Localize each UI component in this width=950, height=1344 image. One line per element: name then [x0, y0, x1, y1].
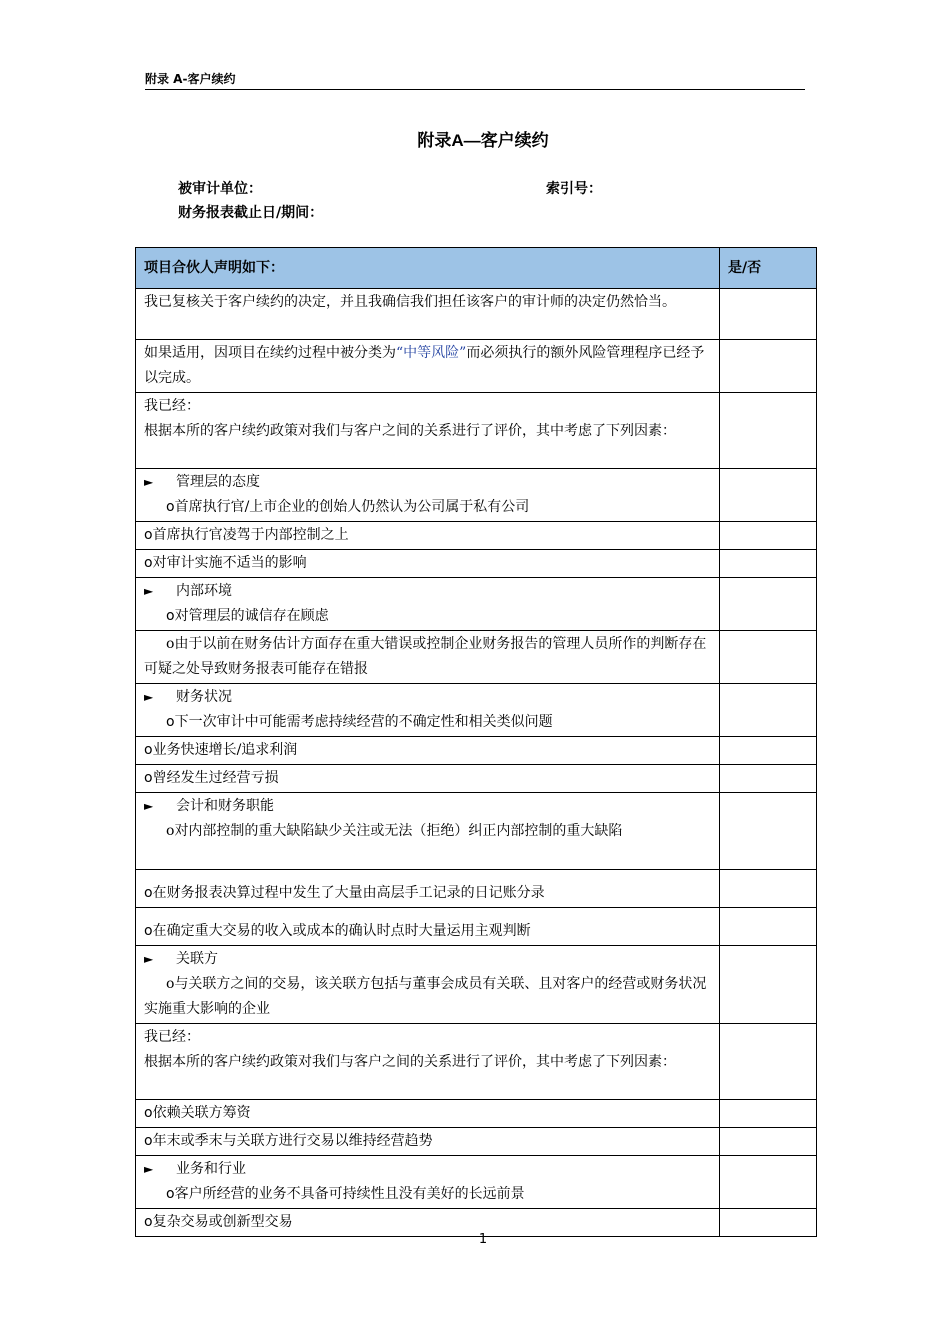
table-row	[136, 631, 817, 684]
group-title	[144, 947, 711, 972]
circle-bullet-icon: o	[144, 1105, 153, 1121]
statement-cell: 我已复核关于客户续约的决定，并且我确信我们担任该客户的审计师的决定仍然恰当。	[136, 289, 720, 340]
table-row	[136, 737, 817, 765]
bullet-icon: ►	[144, 690, 154, 704]
circle-bullet-icon: o	[166, 976, 175, 992]
circle-bullet-icon: o	[166, 1186, 175, 1202]
table-row	[136, 393, 817, 469]
table-row	[136, 946, 817, 1024]
circle-bullet-icon: o	[144, 923, 153, 939]
table-row	[136, 469, 817, 522]
statement-cell	[136, 684, 720, 737]
item-text: 客户所经营的业务不具备可持续性且没有美好的长远前景	[174, 1186, 525, 1202]
circle-bullet-icon: o	[144, 1133, 153, 1149]
risk-text: 而必须执行的额外风险管理程序已经予以完成。	[144, 345, 705, 386]
item-text: 依赖关联方筹资	[152, 1105, 251, 1121]
group-title	[144, 470, 711, 495]
list-item	[144, 604, 711, 629]
answer-cell[interactable]	[720, 1100, 817, 1128]
circle-bullet-icon: o	[144, 527, 153, 543]
answer-cell[interactable]	[720, 946, 817, 1024]
table-header-row	[136, 248, 817, 289]
answer-cell[interactable]	[720, 793, 817, 870]
list-item	[144, 1182, 711, 1207]
period-label: 财务报表截止日/期间：	[178, 205, 324, 221]
circle-bullet-icon: o	[144, 770, 153, 786]
item-text: 首席执行官凌驾于内部控制之上	[152, 527, 349, 543]
list-item	[144, 710, 711, 735]
item-text: 对内部控制的重大缺陷缺少关注或无法（拒绝）纠正内部控制的重大缺陷	[174, 823, 623, 839]
bullet-icon: ►	[144, 1162, 154, 1176]
risk-highlight: “中等风险”	[396, 345, 467, 361]
statement-cell	[136, 631, 720, 684]
group-title-text: 关联方	[176, 951, 218, 967]
statement-cell	[136, 1156, 720, 1209]
item-text: 下一次审计中可能需考虑持续经营的不确定性和相关类似问题	[174, 714, 553, 730]
table-row	[136, 1024, 817, 1100]
page-title: 附录A—客户续约	[417, 131, 549, 150]
answer-cell[interactable]	[720, 684, 817, 737]
item-text: 对审计实施不适当的影响	[152, 555, 307, 571]
statement-cell	[136, 578, 720, 631]
circle-bullet-icon: o	[166, 714, 175, 730]
answer-cell[interactable]	[720, 522, 817, 550]
statement-cell	[136, 946, 720, 1024]
item-text: 在确定重大交易的收入或成本的确认时点时大量运用主观判断	[152, 923, 531, 939]
bullet-icon: ►	[144, 952, 154, 966]
running-header: 附录 A-客户续约	[145, 70, 805, 90]
table-row	[136, 684, 817, 737]
table-row	[136, 340, 817, 393]
group-title-text: 内部环境	[176, 583, 232, 599]
done-label: 我已经：	[144, 1029, 200, 1045]
statement-cell	[136, 1100, 720, 1128]
answer-cell[interactable]	[720, 578, 817, 631]
group-title	[144, 579, 711, 604]
statement-cell	[136, 765, 720, 793]
bullet-icon: ►	[144, 799, 154, 813]
statement-cell	[136, 1024, 720, 1100]
index-number-label: 索引号：	[546, 181, 602, 197]
table-row	[136, 870, 817, 908]
statement-cell	[136, 393, 720, 469]
page-number: 1	[478, 1232, 488, 1247]
evaluation-text: 根据本所的客户续约政策对我们与客户之间的关系进行了评价，其中考虑了下列因素：	[144, 423, 676, 439]
item-text: 由于以前在财务估计方面存在重大错误或控制企业财务报告的管理人员所作的判断存在可疑之处导致财务报表可能存在错报	[144, 636, 707, 677]
item-text: 对管理层的诚信存在顾虑	[174, 608, 329, 624]
group-title	[144, 794, 711, 819]
group-title-text: 业务和行业	[176, 1161, 246, 1177]
table-row	[136, 578, 817, 631]
table-row	[136, 765, 817, 793]
group-title	[144, 1157, 711, 1182]
circle-bullet-icon: o	[166, 499, 175, 515]
risk-text: 如果适用，因项目在续约过程中被分类为	[144, 345, 396, 361]
item-text: 曾经发生过经营亏损	[152, 770, 279, 786]
renewal-checklist-table	[135, 247, 817, 1237]
table-row	[136, 793, 817, 870]
circle-bullet-icon: o	[166, 608, 175, 624]
answer-cell[interactable]	[720, 1128, 817, 1156]
statement-cell	[136, 550, 720, 578]
answer-cell[interactable]	[720, 1156, 817, 1209]
item-text: 复杂交易或创新型交易	[152, 1214, 293, 1230]
statement-cell	[136, 737, 720, 765]
list-item	[144, 972, 711, 1022]
evaluation-text: 根据本所的客户续约政策对我们与客户之间的关系进行了评价，其中考虑了下列因素：	[144, 1054, 676, 1070]
group-title-text: 管理层的态度	[176, 474, 260, 490]
list-item	[144, 495, 711, 520]
group-title	[144, 685, 711, 710]
statement-cell	[136, 793, 720, 870]
bullet-icon: ►	[144, 475, 154, 489]
statement-cell	[136, 908, 720, 946]
item-text: 与关联方之间的交易，该关联方包括与董事会成员有关联、且对客户的经营或财务状况实施重大影响的企业	[144, 976, 707, 1017]
circle-bullet-icon: o	[144, 1214, 153, 1230]
table-row	[136, 289, 817, 340]
table-row	[136, 550, 817, 578]
statement-column-header: 项目合伙人声明如下：	[136, 248, 720, 289]
bullet-icon: ►	[144, 584, 154, 598]
audited-unit-label: 被审计单位：	[178, 181, 262, 197]
answer-cell[interactable]	[720, 1024, 817, 1100]
done-label: 我已经：	[144, 398, 200, 414]
answer-cell[interactable]	[720, 631, 817, 684]
item-text: 业务快速增长/追求利润	[152, 742, 298, 758]
statement-cell	[136, 340, 720, 393]
circle-bullet-icon: o	[144, 555, 153, 571]
item-text: 首席执行官/上市企业的创始人仍然认为公司属于私有公司	[174, 499, 530, 515]
table-row	[136, 1156, 817, 1209]
circle-bullet-icon: o	[144, 742, 153, 758]
statement-cell	[136, 1128, 720, 1156]
circle-bullet-icon: o	[166, 823, 175, 839]
table-row	[136, 1100, 817, 1128]
circle-bullet-icon: o	[166, 636, 175, 652]
statement-cell	[136, 870, 720, 908]
circle-bullet-icon: o	[144, 885, 153, 901]
table-row	[136, 522, 817, 550]
statement-cell	[136, 522, 720, 550]
answer-cell[interactable]	[720, 340, 817, 393]
answer-cell[interactable]	[720, 469, 817, 522]
list-item	[144, 819, 711, 844]
group-title-text: 财务状况	[176, 689, 232, 705]
answer-cell[interactable]	[720, 870, 817, 908]
answer-cell[interactable]	[720, 393, 817, 469]
statement-cell	[136, 469, 720, 522]
yes-no-column-header: 是/否	[720, 248, 817, 289]
table-row	[136, 908, 817, 946]
item-text: 年末或季末与关联方进行交易以维持经营趋势	[152, 1133, 433, 1149]
item-text: 在财务报表决算过程中发生了大量由高层手工记录的日记账分录	[152, 885, 545, 901]
answer-cell[interactable]	[720, 908, 817, 946]
answer-cell[interactable]	[720, 550, 817, 578]
answer-cell[interactable]	[720, 765, 817, 793]
group-title-text: 会计和财务职能	[176, 798, 274, 814]
answer-cell[interactable]	[720, 289, 817, 340]
answer-cell[interactable]	[720, 737, 817, 765]
table-row	[136, 1128, 817, 1156]
